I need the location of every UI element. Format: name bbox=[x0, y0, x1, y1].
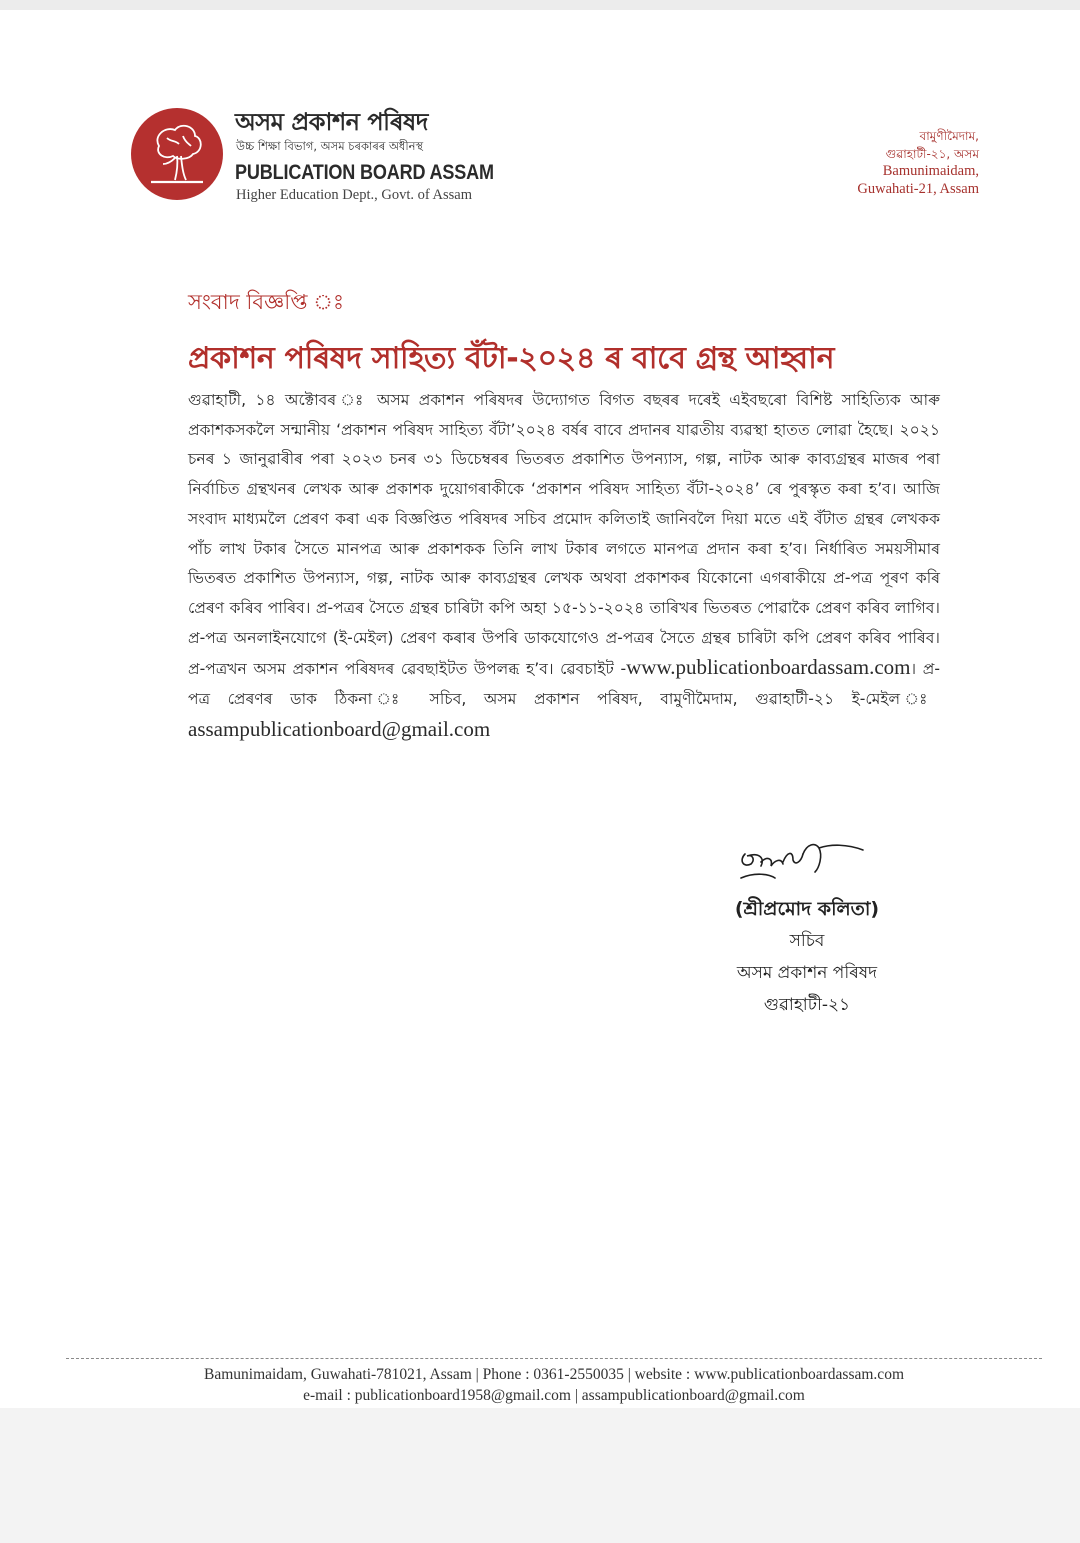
email-link[interactable]: assampublicationboard@gmail.com bbox=[188, 716, 491, 741]
org-name-english: PUBLICATION BOARD ASSAM bbox=[235, 161, 494, 184]
letterhead-address bbox=[857, 128, 979, 198]
body-paragraph-continued: । প্ৰ-পত্ৰ প্ৰেৰণৰ ডাক ঠিকনা ঃ সচিব, অসম প্ৰকাশন পৰিষদ, বামুণীমৈদাম, গুৱাহাটী-২১ ই-মেইল ঃ bbox=[188, 660, 940, 709]
body-paragraph: গুৱাহাটী, ১৪ অক্টোবৰ ঃ অসম প্ৰকাশন পৰিষদৰ উদ্যোগত বিগত বছৰৰ দৰেই এইবছৰো বিশিষ্ট সাহিত্যিক আৰু প্ৰকাশকসকলৈ সন্মানীয় ‘প্ৰকাশন পৰিষদ সাহিত্য বঁটা’২০২৪ বৰ্ষৰ বাবে প্ৰদানৰ যাৱতীয় ব্যৱস্থা হাতত লোৱা হৈছে। ২০২১ চনৰ ১ জানুৱাৰীৰ পৰা ২০২৩ চনৰ ৩১ ডিচেম্বৰৰ ভিতৰত প্ৰকাশিত উপন্যাস, গল্প, নাটক আৰু কাব্যগ্ৰন্থৰ মাজৰ পৰা নিৰ্বাচিত গ্ৰন্থখনৰ লেখক আৰু প্ৰকাশক দুয়োগৰাকীকে ‘প্ৰকাশন পৰিষদ সাহিত্য বঁটা-২০২৪’ ৰে পুৰস্কৃত কৰা হ’ব। আজি সংবাদ মাধ্যমলৈ প্ৰেৰণ কৰা এক বিজ্ঞপ্তিত পৰিষদৰ সচিব প্ৰমোদ কলিতাই জানিবলৈ দিয়া মতে এই বঁটাত গ্ৰন্থৰ লেখকক পাঁচ লাখ টকাৰ সৈতে মানপত্ৰ আৰু প্ৰকাশকক তিনি লাখ টকাৰ লগতে মানপত্ৰ প্ৰদান কৰা হ’ব। নিৰ্ধাৰিত সময়সীমাৰ ভিতৰত প্ৰকাশিত উপন্যাস, গল্প, নাটক আৰু কাব্যগ্ৰন্থৰ লেখক অথবা প্ৰকাশকৰ যিকোনো এগৰাকীয়ে প্ৰ-পত্ৰ পূৰণ কৰি প্ৰেৰণ কৰিব পাৰিব। প্ৰ-পত্ৰৰ সৈতে গ্ৰন্থৰ চাৰিটা কপি অহা ১৫-১১-২০২৪ তাৰিখৰ ভিতৰত পোৱাকৈ প্ৰেৰণ কৰিব লাগিব। প্ৰ-পত্ৰ অনলাইনযোগে (ই-মেইল) প্ৰেৰণ কৰাৰ উপৰি ডাকযোগেও প্ৰ-পত্ৰৰ সৈতে গ্ৰন্থৰ চাৰিটা কপি প্ৰেৰণ কৰিব পাৰিব। প্ৰ-পত্ৰখন অসম প্ৰকাশন পৰিষদৰ ৱেবছাইটত উপলব্ধ হ’ব। ৱেবচাইট - bbox=[188, 391, 940, 679]
org-name-assamese: অসম প্ৰকাশন পৰিষদ bbox=[235, 108, 428, 136]
signatory-organization: অসম প্ৰকাশন পৰিষদ bbox=[736, 963, 878, 983]
footer-divider bbox=[66, 1358, 1042, 1359]
press-release-label: সংবাদ বিজ্ঞপ্তি ঃ bbox=[188, 290, 345, 314]
address-line: Guwahati-21, Assam bbox=[857, 180, 979, 197]
org-subtitle-assamese: উচ্চ শিক্ষা বিভাগ, অসম চৰকাৰৰ অধীনস্থ bbox=[236, 139, 424, 153]
address-line: গুৱাহাটী-২১, অসম bbox=[885, 146, 979, 161]
address-line: বামুণীমৈদাম, bbox=[919, 129, 979, 143]
website-link[interactable]: www.publicationboardassam.com bbox=[626, 655, 911, 680]
top-strip bbox=[0, 0, 1080, 10]
address-line: Bamunimaidam, bbox=[882, 163, 979, 179]
signatory-place: গুৱাহাটী-২১ bbox=[763, 995, 851, 1015]
org-subtitle-english: Higher Education Dept., Govt. of Assam bbox=[236, 187, 472, 203]
footer-email-line: e-mail : publicationboard1958@gmail.com | assampublicationboard@gmail.com bbox=[303, 1387, 805, 1404]
signatory-name: (শ্ৰীপ্ৰমোদ কলিতা) bbox=[734, 898, 880, 920]
bottom-background bbox=[0, 1408, 1080, 1543]
footer-contact-line: Bamunimaidam, Guwahati-781021, Assam | Phone : 0361-2550035 | website : www.publicationboardassam.com bbox=[203, 1366, 904, 1383]
notice-title: প্ৰকাশন পৰিষদ সাহিত্য বঁটা-২০২৪ ৰ বাবে গ্ৰন্থ আহ্বান bbox=[188, 341, 835, 376]
notice-body bbox=[188, 386, 940, 746]
tree-logo-icon bbox=[131, 108, 223, 200]
handwritten-signature bbox=[735, 832, 870, 891]
signatory-designation: সচিব bbox=[789, 931, 825, 951]
